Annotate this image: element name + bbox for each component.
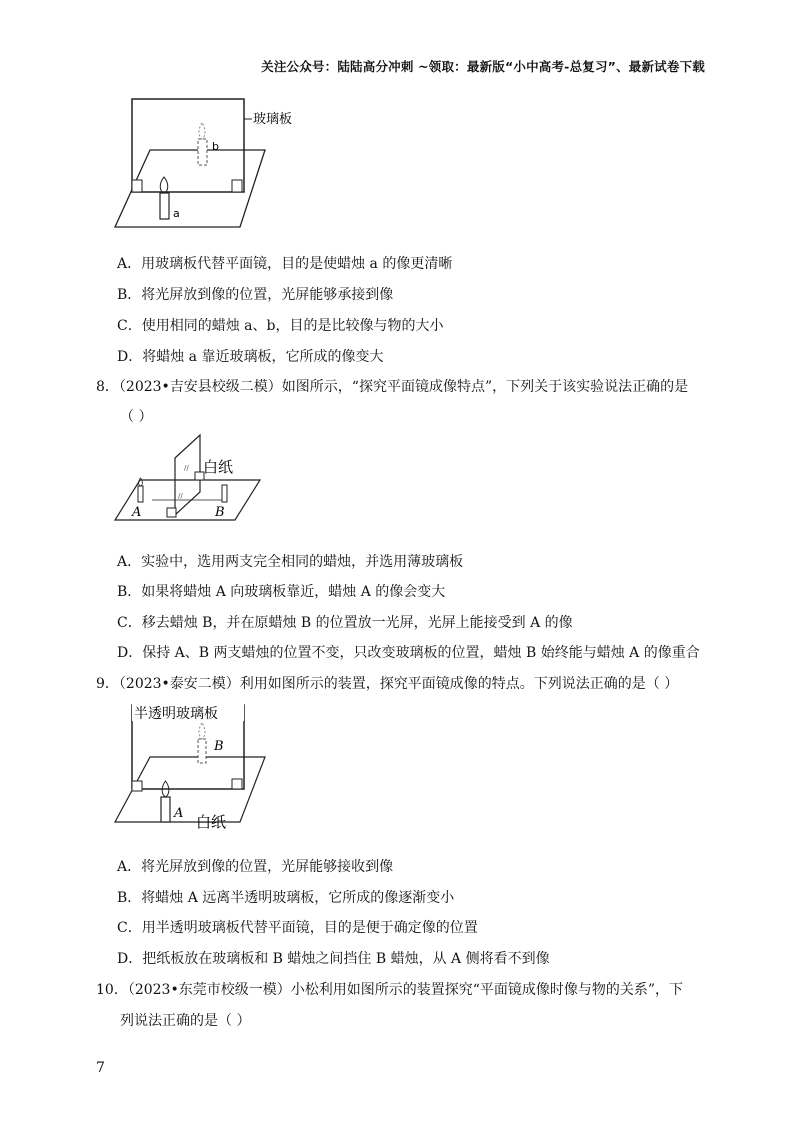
q7-option-a: A．用玻璃板代替平面镜，目的是使蜡烛 a 的像更清晰	[117, 256, 453, 272]
candle-a-label: A	[132, 505, 142, 520]
semi-transparent-glass-label: 半透明玻璃板	[134, 706, 218, 722]
q10-stem-continued: 列说法正确的是（ ）	[120, 1013, 251, 1029]
svg-text://: //	[178, 492, 183, 500]
q9-option-c: C．用半透明玻璃板代替平面镜，目的是便于确定像的位置	[117, 920, 478, 936]
candle-b-label: B	[214, 739, 224, 754]
svg-text://: //	[184, 464, 189, 472]
q8-option-c: C．移去蜡烛 B，并在原蜡烛 B 的位置放一光屏，光屏上能接受到 A 的像	[117, 615, 573, 631]
page-number: 7	[96, 1060, 105, 1076]
q8-option-a: A．实验中，选用两支完全相同的蜡烛，并选用薄玻璃板	[117, 554, 464, 570]
page-header: 关注公众号：陆陆高分冲刺 ~领取：最新版“小中高考-总复习”、最新试卷下载	[261, 59, 705, 74]
white-paper-label: 白纸	[196, 813, 227, 831]
figure-white-paper-apparatus	[110, 430, 270, 525]
q8-stem: 8．（2023•吉安县校级二模）如图所示，“探究平面镜成像特点”，下列关于该实验说法正确的是	[96, 379, 689, 395]
candle-b-label: B	[215, 505, 225, 520]
q9-option-b: B．将蜡烛 A 远离半透明玻璃板，它所成的像逐渐变小	[117, 890, 455, 906]
q9-option-a: A．将光屏放到像的位置，光屏能够接收到像	[117, 859, 394, 875]
q7-option-b: B．将光屏放到像的位置，光屏能够承接到像	[117, 287, 394, 303]
candle-a-label: a	[173, 207, 180, 220]
figure-glass-plate-apparatus	[110, 95, 310, 235]
q8-option-b: B．如果将蜡烛 A 向玻璃板靠近，蜡烛 A 的像会变大	[117, 584, 446, 600]
q10-stem: 10．（2023•东莞市校级一模）小松利用如图所示的装置探究“平面镜成像时像与物的关系”，下	[96, 982, 684, 998]
candle-b-label: b	[212, 140, 219, 153]
glass-plate-label: 玻璃板	[253, 112, 293, 127]
q8-answer-paren: （ ）	[120, 409, 153, 425]
q9-option-d: D．把纸板放在玻璃板和 B 蜡烛之间挡住 B 蜡烛，从 A 侧将看不到像	[117, 951, 550, 967]
q9-stem: 9．（2023•泰安二模）利用如图所示的装置，探究平面镜成像的特点。下列说法正确的是（ ）	[96, 676, 679, 692]
q7-option-c: C．使用相同的蜡烛 a、b，目的是比较像与物的大小	[117, 318, 444, 334]
q8-option-d: D．保持 A、B 两支蜡烛的位置不变，只改变玻璃板的位置，蜡烛 B 始终能与蜡烛 A 的像重合	[117, 645, 700, 661]
candle-a-label: A	[174, 806, 184, 821]
figure-semi-transparent-glass-apparatus	[110, 697, 270, 832]
white-paper-label: 白纸	[203, 458, 234, 476]
q7-option-d: D．将蜡烛 a 靠近玻璃板，它所成的像变大	[117, 349, 384, 365]
